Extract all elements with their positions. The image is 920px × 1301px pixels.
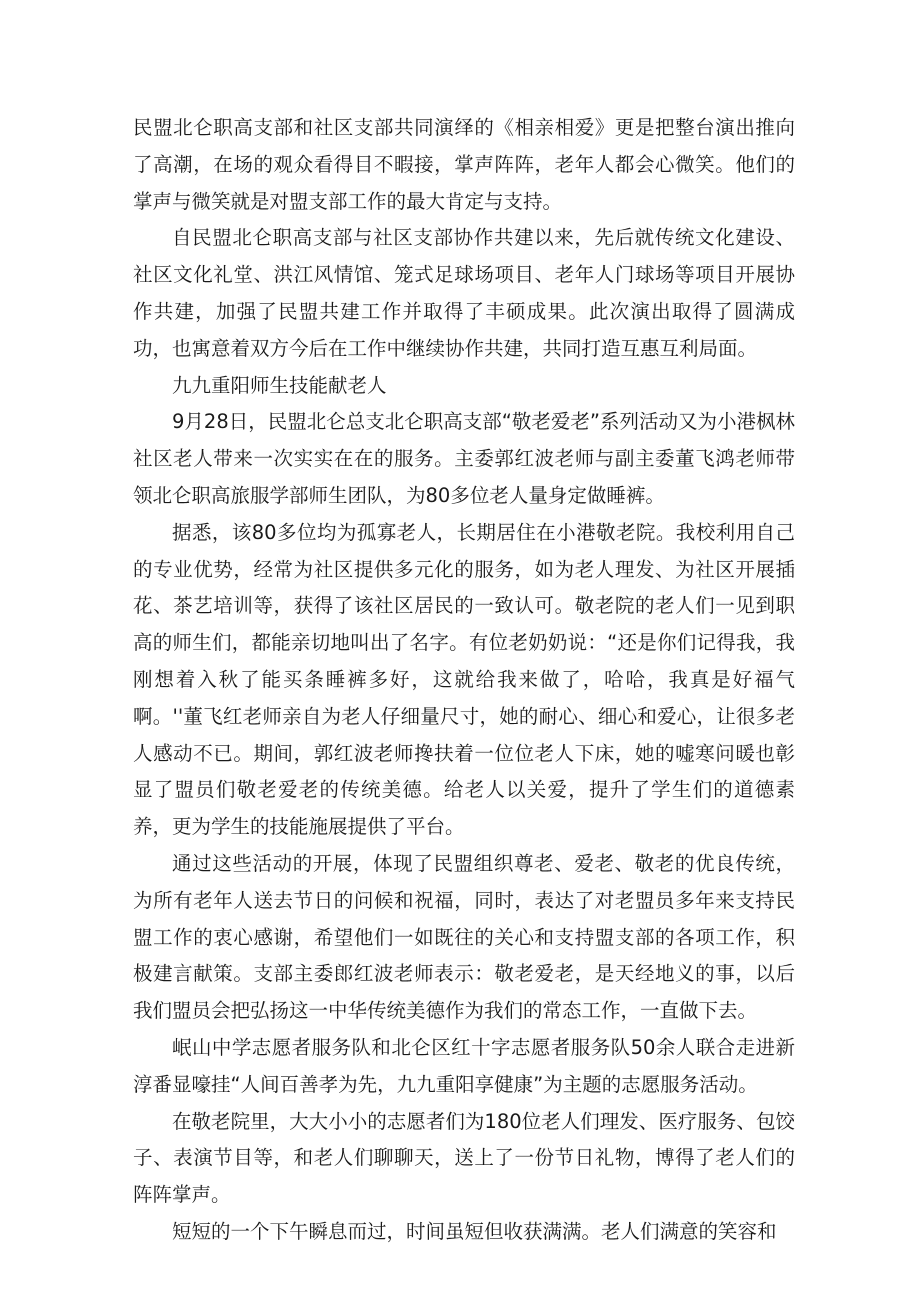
paragraph-sept-28-service: 9月28日，民盟北仑总支北仑职高支部“敬老爱老”系列活动又为小港枫林社区老人带来一次实实在在的服务。主委郭红波老师与副主委董飞鸿老师带领北仑职高旅服学部师生团队，为80多位老人量身定做睡裤。 [133,410,795,507]
paragraph-co-construction: 自民盟北仑职高支部与社区支部协作共建以来，先后就传统文化建设、社区文化礼堂、洪江风情馆、笼式足球场项目、老年人门球场等项目开展协作共建，加强了民盟共建工作并取得了丰硕成果。此次演出取得了圆满成功，也寓意着双方今后在工作中继续协作共建，共同打造互惠互利局面。 [133,226,795,360]
paragraph-volunteer-teams: 岷山中学志愿者服务队和北仑区红十字志愿者服务队50余人联合走进新淳番显嚎挂“人间百善孝为先，九九重阳享健康”为主题的志愿服务活动。 [133,1035,795,1096]
paragraph-volunteer-services: 在敬老院里，大大小小的志愿者们为180位老人们理发、医疗服务、包饺子、表演节目等，和老人们聊聊天，送上了一份节日礼物，博得了老人们的阵阵掌声。 [133,1109,795,1207]
section-heading-double-ninth: 九九重阳师生技能献老人 [172,373,387,397]
paragraph-afternoon-summary: 短短的一个下午瞬息而过，时间虽短但收获满满。老人们满意的笑容和 [172,1219,777,1243]
paragraph-activity-significance: 通过这些活动的开展，体现了民盟组织尊老、爱老、敬老的优良传统，为所有老年人送去节日的问候和祝福，同时，表达了对老盟员多年来支持民盟工作的衷心感谢，希望他们一如既往的关心和支持盟支部的各项工作，积极建言献策。支部主委郎红波老师表示：敬老爱老，是天经地义的事，以后我们盟员会把弘扬这一中华传统美德作为我们的常态工作，一直做下去。 [133,851,795,1023]
paragraph-nursing-home-elders: 据悉，该80多位均为孤寡老人，长期居住在小港敬老院。我校利用自己的专业优势，经常为社区提供多元化的服务，如为老人理发、为社区开展插花、茶艺培训等，获得了该社区居民的一致认可。敬老院的老人们一见到职高的师生们，都能亲切地叫出了名字。有位老奶奶说：“还是你们记得我，我刚想着入秋了能买条睡裤多好，这就给我来做了，哈哈，我真是好福气啊。''董飞红老师亲自为老人仔细量尺寸，她的耐心、细心和爱心，让很多老人感动不已。期间，郭红波老师搀扶着一位位老人下床，她的嘘寒问暖也彰显了盟员们敬老爱老的传统美德。给老人以关爱，提升了学生们的道德素养，更为学生的技能施展提供了平台。 [133,520,795,839]
paragraph-performance-climax: 民盟北仑职高支部和社区支部共同演绎的《相亲相爱》更是把整台演出推向了高潮，在场的观众看得目不暇接，掌声阵阵，老年人都会心微笑。他们的掌声与微笑就是对盟支部工作的最大肯定与支持。 [133,116,795,213]
